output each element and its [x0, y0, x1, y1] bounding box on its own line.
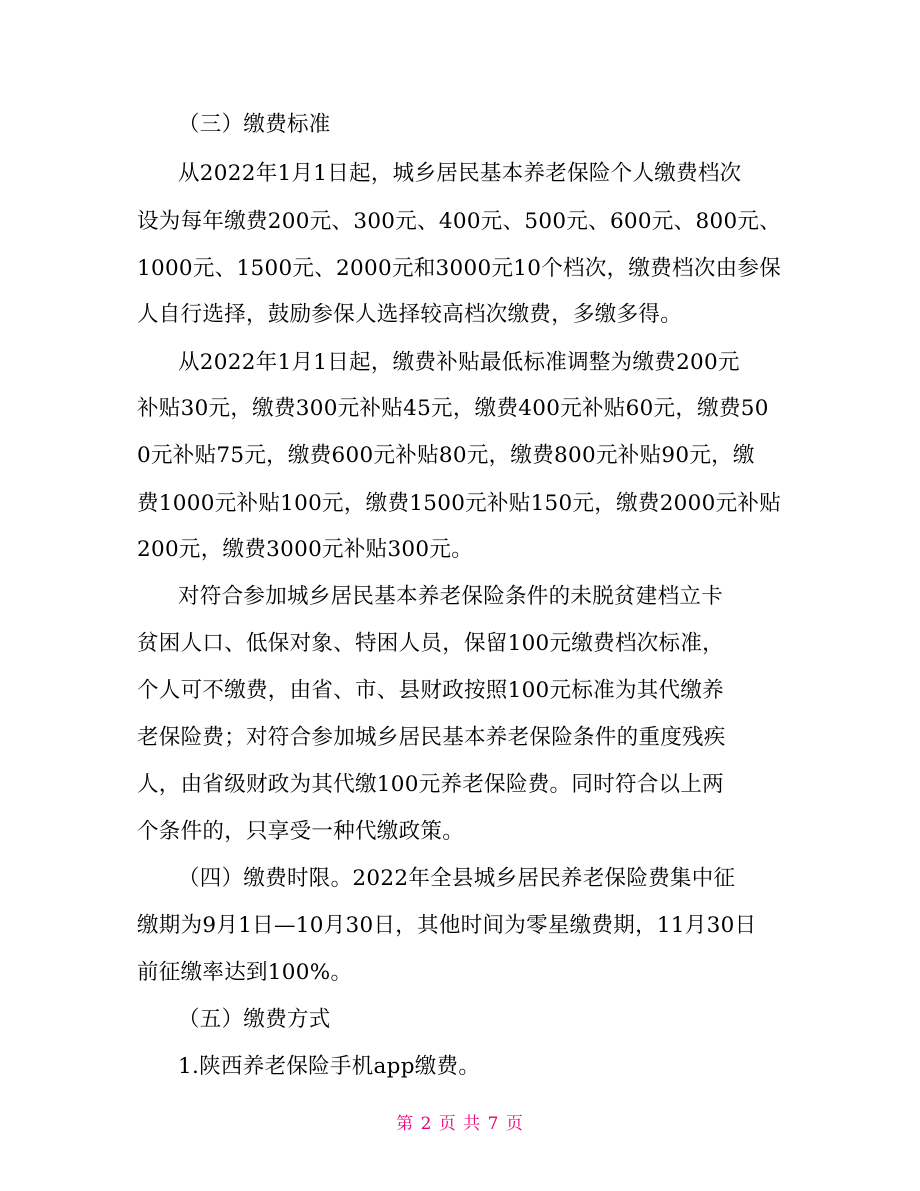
paragraph-line: 个人可不缴费，由省、市、县财政按照100元标准为其代缴养	[137, 678, 724, 703]
paragraph-line: 0元补贴75元，缴费600元补贴80元，缴费800元补贴90元，缴	[137, 443, 755, 468]
paragraph-line: 老保险费；对符合参加城乡居民基本养老保险条件的重度残疾	[137, 725, 726, 750]
paragraph-line: 费1000元补贴100元，缴费1500元补贴150元，缴费2000元补贴	[137, 491, 782, 516]
paragraph-line: 从2022年1月1日起，城乡居民基本养老保险个人缴费档次	[178, 161, 742, 186]
paragraph-line: 人，由省级财政为其代缴100元养老保险费。同时符合以上两	[137, 772, 724, 797]
paragraph-line: 补贴30元，缴费300元补贴45元，缴费400元补贴60元，缴费50	[137, 396, 769, 421]
paragraph-line: 从2022年1月1日起，缴费补贴最低标准调整为缴费200元	[178, 350, 740, 375]
paragraph-line: 1000元、1500元、2000元和3000元10个档次，缴费档次由参保	[137, 256, 782, 281]
paragraph-line: 前征缴率达到100%。	[137, 960, 353, 985]
paragraph-line: 200元，缴费3000元补贴300元。	[137, 537, 473, 562]
paragraph-line: 缴期为9月1日—10月30日，其他时间为零星缴费期，11月30日	[137, 913, 757, 938]
paragraph-line: 个条件的，只享受一种代缴政策。	[137, 819, 465, 844]
paragraph-line: 1.陕西养老保险手机app缴费。	[178, 1054, 481, 1079]
section-heading-three: （三）缴费标准	[178, 112, 331, 137]
paragraph-line: 对符合参加城乡居民基本养老保险条件的未脱贫建档立卡	[178, 584, 724, 609]
paragraph-line: 设为每年缴费200元、300元、400元、500元、600元、800元、	[137, 209, 782, 234]
section-heading-five: （五）缴费方式	[178, 1007, 331, 1032]
paragraph-line: 人自行选择，鼓励参保人选择较高档次缴费，多缴多得。	[137, 302, 683, 327]
page-number-footer: 第 2 页 共 7 页	[396, 1114, 524, 1134]
paragraph-line: （四）缴费时限。2022年全县城乡居民养老保险费集中征	[178, 866, 736, 891]
paragraph-line: 贫困人口、低保对象、特困人员，保留100元缴费档次标准，	[137, 631, 724, 656]
